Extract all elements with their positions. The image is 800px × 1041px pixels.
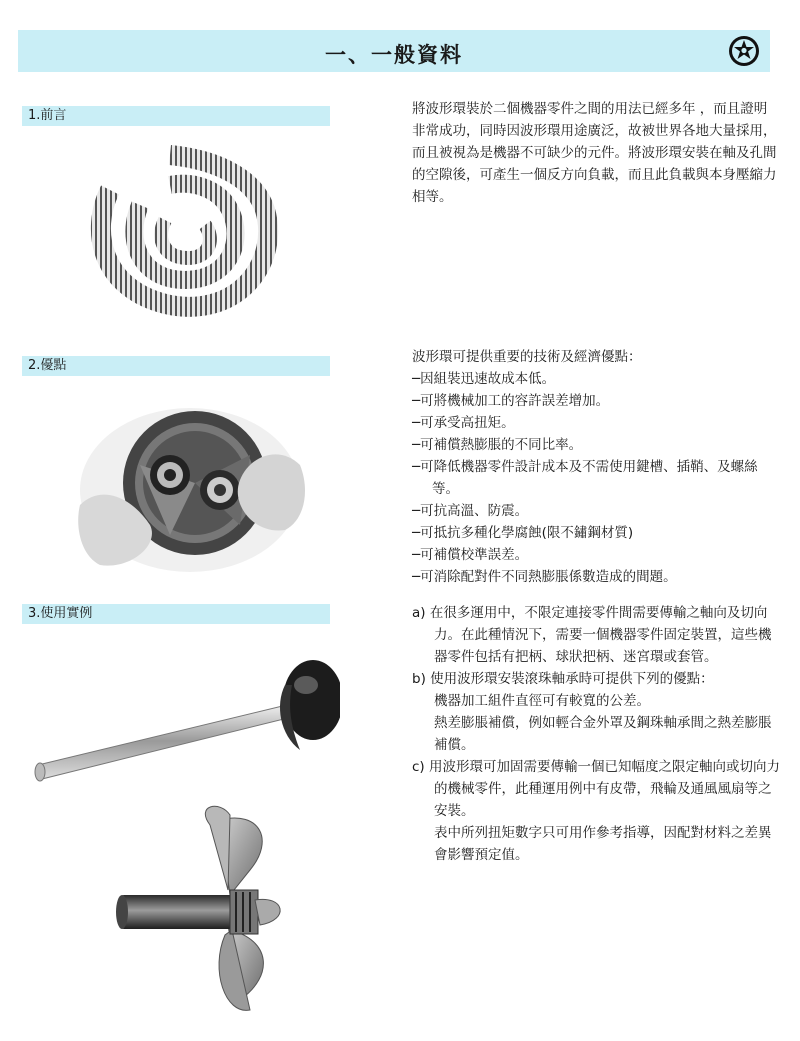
section-heading-advantages: 2.優點 xyxy=(22,356,330,376)
example-text: 用波形環可加固需要傳輸一個已知幅度之限定軸向或切向力的機械零件，此種運用例中有皮帶，飛輪及通風風扇等之安裝。 xyxy=(429,759,780,819)
title-bar xyxy=(18,30,770,72)
intro-paragraph: 將波形環裝於二個機器零件之間的用法已經多年 ，而且證明非常成功，同時因波形環用途廣泛，故被世界各地大量採用，而且被視為是機器不可缺少的元件。將波形環安裝在軸及孔間的空隙後，可產生一個反方向負載，而且此負載與本身壓縮力相等。 xyxy=(412,101,777,205)
example-note: 表中所列扭矩數字只可用作參考指導，因配對材料之差異會影響預定值。 xyxy=(434,825,772,863)
examples-text xyxy=(412,602,780,866)
list-item: ─可降低機器零件設計成本及不需使用鍵槽、插鞘、及螺絲等。 xyxy=(412,459,758,497)
list-item: ─可抵抗多種化學腐蝕(限不鏽鋼材質) xyxy=(412,525,634,541)
advantages-list xyxy=(412,368,780,588)
list-item: ─可承受高扭矩。 xyxy=(412,415,515,431)
advantages-intro: 波形環可提供重要的技術及經濟優點： xyxy=(412,349,642,365)
list-item: ─可消除配對件不同熱膨脹係數造成的間題。 xyxy=(412,569,677,585)
gear-star-emblem-icon xyxy=(728,35,760,67)
example-text: 使用波形環安裝滾珠軸承時可提供下列的優點： xyxy=(430,671,714,687)
example-block-c xyxy=(412,756,780,822)
fan-rotor-on-shaft-photo xyxy=(100,800,290,1020)
example-label: c) xyxy=(412,759,425,775)
section-heading-examples: 3.使用實例 xyxy=(22,604,330,624)
example-block-b xyxy=(412,668,780,690)
list-item: ─可補償校準誤差。 xyxy=(412,547,529,563)
example-note: 熱差膨脹補償，例如輕合金外罩及鋼珠軸承間之熱差膨脹補償。 xyxy=(434,715,772,753)
list-item: ─可補償熱膨脹的不同比率。 xyxy=(412,437,583,453)
advantages-text xyxy=(412,346,780,588)
example-note: 機器加工組件直徑可有較寬的公差。 xyxy=(434,693,650,709)
list-item: ─可抗高溫、防震。 xyxy=(412,503,529,519)
page-title: 一、一般資料 xyxy=(325,42,463,67)
example-label: b) xyxy=(412,671,426,687)
list-item: ─可將機械加工的容許誤差增加。 xyxy=(412,393,610,409)
section-heading-intro: 1.前言 xyxy=(22,106,330,126)
hands-assembling-bearing-photo xyxy=(70,395,310,580)
example-block-a xyxy=(412,602,780,668)
example-label: a) xyxy=(412,605,426,621)
shaft-with-ball-knob-photo xyxy=(30,655,340,795)
example-text: 在很多運用中，不限定連接零件間需要傳輸之軸向及切向力。在此種情況下，需要一個機器零件固定裝置，這些機器零件包括有把柄、球狀把柄、迷宮環或套管。 xyxy=(429,605,772,665)
spiral-needle-bearing-cage-photo xyxy=(80,140,290,320)
list-item: ─因組裝迅速故成本低。 xyxy=(412,371,556,387)
